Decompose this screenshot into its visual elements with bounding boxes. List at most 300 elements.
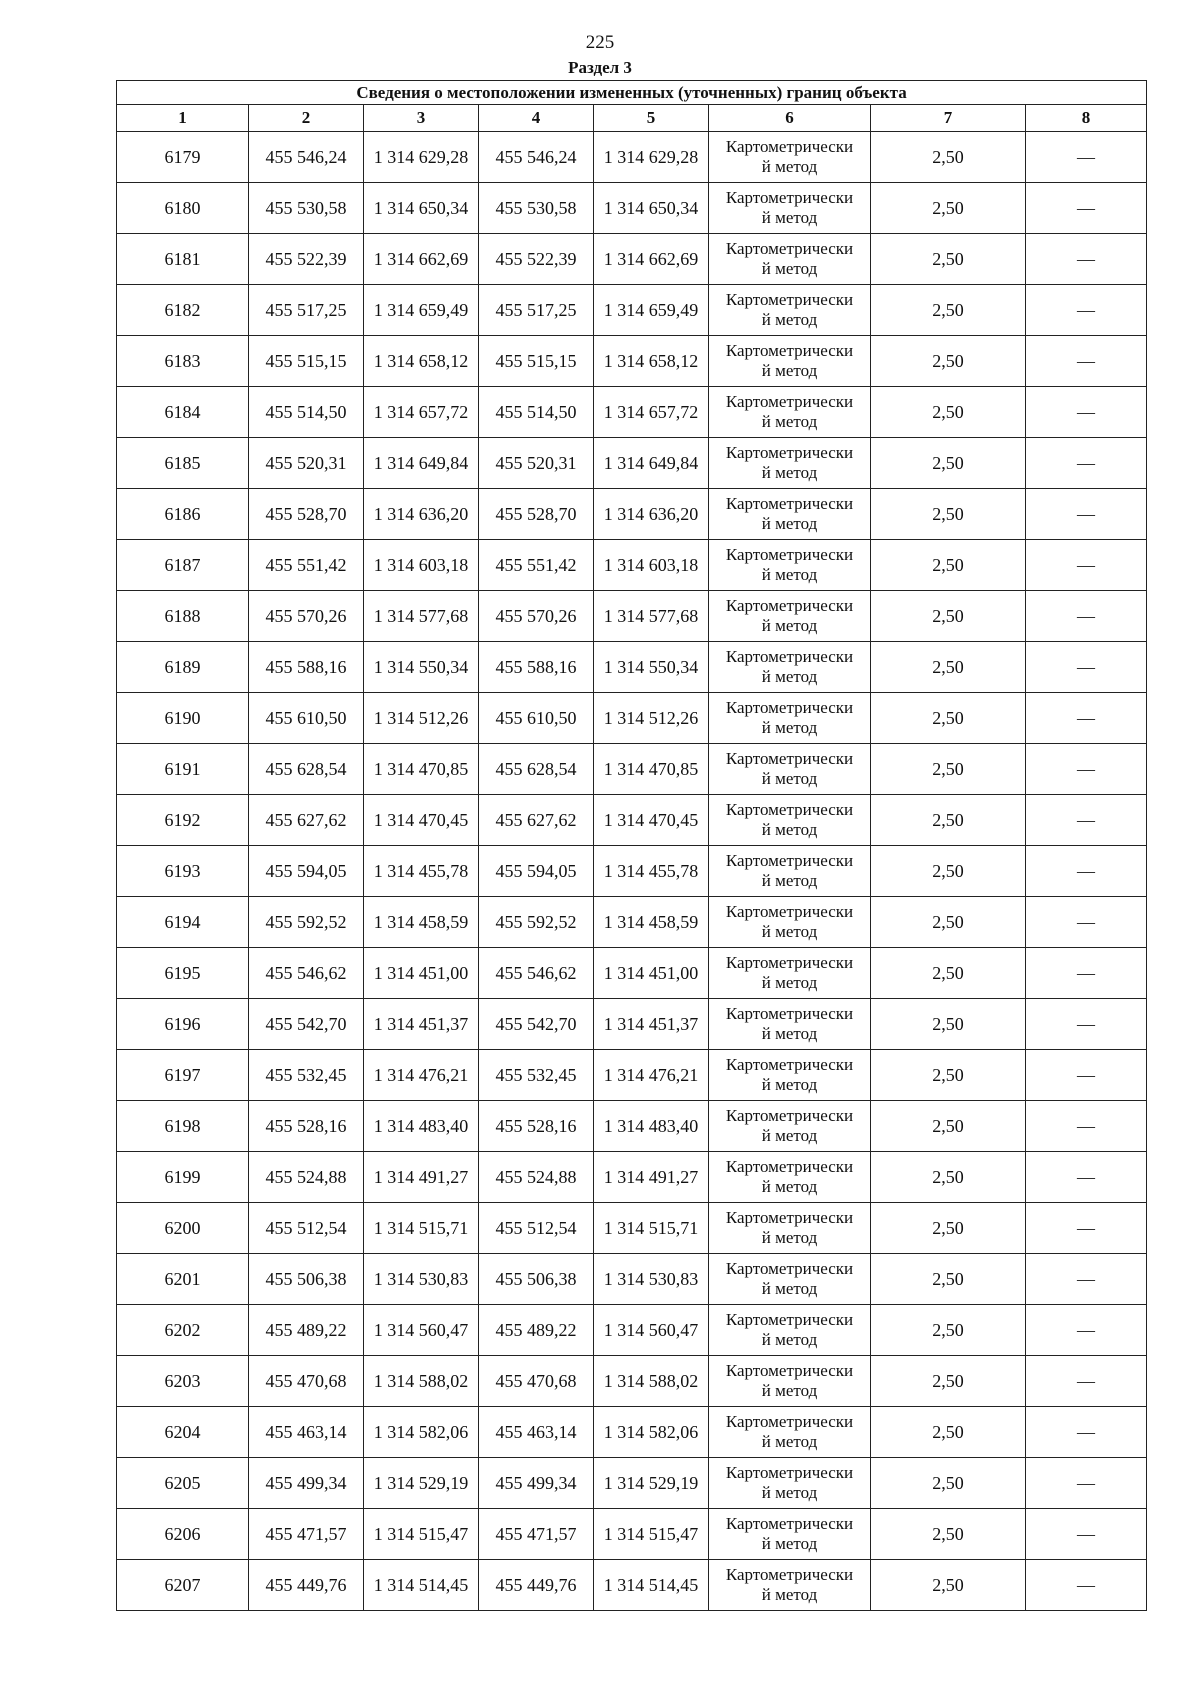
cell-new-y: 1 314 662,69 (594, 234, 709, 285)
cell-old-x: 455 532,45 (249, 1050, 364, 1101)
cell-old-x: 455 528,70 (249, 489, 364, 540)
cell-new-y: 1 314 588,02 (594, 1356, 709, 1407)
table-row (117, 234, 1147, 285)
cell-old-y: 1 314 512,26 (364, 693, 479, 744)
cell-old-y: 1 314 483,40 (364, 1101, 479, 1152)
cell-old-x: 455 499,34 (249, 1458, 364, 1509)
method-line: Картометрически (725, 1208, 854, 1227)
cell-new-x: 455 594,05 (479, 846, 594, 897)
cell-new-x: 455 592,52 (479, 897, 594, 948)
table-row (117, 387, 1147, 438)
table-row (117, 540, 1147, 591)
method-line: Картометрически (725, 443, 854, 462)
method-line: Картометрически (725, 1157, 854, 1176)
method-line: й метод (761, 1483, 818, 1502)
cell-old-y: 1 314 582,06 (364, 1407, 479, 1458)
cell-accuracy: 2,50 (871, 336, 1026, 387)
cell-method (709, 183, 871, 234)
cell-point-number: 6189 (117, 642, 249, 693)
cell-new-x: 455 530,58 (479, 183, 594, 234)
table-row (117, 1101, 1147, 1152)
method-line: й метод (761, 718, 818, 737)
cell-point-number: 6185 (117, 438, 249, 489)
cell-new-y: 1 314 470,85 (594, 744, 709, 795)
cell-accuracy: 2,50 (871, 234, 1026, 285)
method-line: й метод (761, 973, 818, 992)
table-row (117, 1305, 1147, 1356)
cell-old-x: 455 592,52 (249, 897, 364, 948)
cell-point-number: 6193 (117, 846, 249, 897)
method-line: Картометрически (725, 545, 854, 564)
cell-new-y: 1 314 650,34 (594, 183, 709, 234)
cell-old-y: 1 314 451,37 (364, 999, 479, 1050)
method-line: Картометрически (725, 341, 854, 360)
table-row (117, 1560, 1147, 1611)
cell-new-y: 1 314 529,19 (594, 1458, 709, 1509)
cell-new-x: 455 512,54 (479, 1203, 594, 1254)
cell-accuracy: 2,50 (871, 387, 1026, 438)
method-line: й метод (761, 1330, 818, 1349)
column-number-row (117, 105, 1147, 132)
cell-old-y: 1 314 458,59 (364, 897, 479, 948)
method-line: Картометрически (725, 1514, 854, 1533)
cell-point-number: 6181 (117, 234, 249, 285)
cell-description: — (1026, 336, 1147, 387)
cell-method (709, 489, 871, 540)
method-line: Картометрически (725, 1565, 854, 1584)
method-line: й метод (761, 463, 818, 482)
method-line: й метод (761, 412, 818, 431)
method-line: й метод (761, 1585, 818, 1604)
cell-new-y: 1 314 649,84 (594, 438, 709, 489)
cell-method (709, 132, 871, 183)
table-caption: Сведения о местоположении измененных (уточненных) границ объекта (117, 81, 1147, 105)
cell-point-number: 6196 (117, 999, 249, 1050)
table-row (117, 1407, 1147, 1458)
cell-method (709, 285, 871, 336)
cell-new-x: 455 546,24 (479, 132, 594, 183)
table-row (117, 591, 1147, 642)
cell-new-x: 455 628,54 (479, 744, 594, 795)
cell-description: — (1026, 999, 1147, 1050)
cell-new-y: 1 314 491,27 (594, 1152, 709, 1203)
table-row (117, 1152, 1147, 1203)
table-body (117, 132, 1147, 1611)
method-line: Картометрически (725, 392, 854, 411)
cell-accuracy: 2,50 (871, 591, 1026, 642)
cell-point-number: 6205 (117, 1458, 249, 1509)
cell-point-number: 6190 (117, 693, 249, 744)
table-row (117, 438, 1147, 489)
cell-description: — (1026, 1458, 1147, 1509)
cell-new-x: 455 528,16 (479, 1101, 594, 1152)
cell-description: — (1026, 489, 1147, 540)
cell-method (709, 897, 871, 948)
cell-new-y: 1 314 530,83 (594, 1254, 709, 1305)
cell-old-y: 1 314 649,84 (364, 438, 479, 489)
cell-description: — (1026, 234, 1147, 285)
cell-old-y: 1 314 515,71 (364, 1203, 479, 1254)
cell-new-x: 455 610,50 (479, 693, 594, 744)
cell-old-y: 1 314 491,27 (364, 1152, 479, 1203)
cell-accuracy: 2,50 (871, 438, 1026, 489)
method-line: й метод (761, 922, 818, 941)
cell-new-x: 455 463,14 (479, 1407, 594, 1458)
cell-new-x: 455 522,39 (479, 234, 594, 285)
cell-method (709, 1509, 871, 1560)
method-line: й метод (761, 820, 818, 839)
method-line: й метод (761, 157, 818, 176)
cell-point-number: 6186 (117, 489, 249, 540)
cell-point-number: 6187 (117, 540, 249, 591)
method-line: й метод (761, 1534, 818, 1553)
cell-accuracy: 2,50 (871, 1305, 1026, 1356)
cell-method (709, 642, 871, 693)
method-line: Картометрически (725, 1310, 854, 1329)
cell-old-y: 1 314 470,45 (364, 795, 479, 846)
cell-description: — (1026, 387, 1147, 438)
cell-point-number: 6194 (117, 897, 249, 948)
cell-old-x: 455 520,31 (249, 438, 364, 489)
cell-description: — (1026, 1254, 1147, 1305)
method-line: й метод (761, 1024, 818, 1043)
cell-new-y: 1 314 577,68 (594, 591, 709, 642)
cell-point-number: 6179 (117, 132, 249, 183)
cell-method (709, 744, 871, 795)
cell-new-x: 455 470,68 (479, 1356, 594, 1407)
cell-new-x: 455 517,25 (479, 285, 594, 336)
cell-description: — (1026, 1509, 1147, 1560)
cell-description: — (1026, 1152, 1147, 1203)
cell-point-number: 6188 (117, 591, 249, 642)
cell-old-y: 1 314 636,20 (364, 489, 479, 540)
cell-old-y: 1 314 530,83 (364, 1254, 479, 1305)
cell-new-y: 1 314 476,21 (594, 1050, 709, 1101)
cell-old-y: 1 314 514,45 (364, 1560, 479, 1611)
cell-new-y: 1 314 629,28 (594, 132, 709, 183)
cell-old-x: 455 449,76 (249, 1560, 364, 1611)
cell-new-y: 1 314 515,47 (594, 1509, 709, 1560)
method-line: й метод (761, 871, 818, 890)
method-line: й метод (761, 1381, 818, 1400)
method-line: Картометрически (725, 494, 854, 513)
cell-new-y: 1 314 512,26 (594, 693, 709, 744)
cell-new-x: 455 489,22 (479, 1305, 594, 1356)
cell-old-x: 455 530,58 (249, 183, 364, 234)
cell-point-number: 6200 (117, 1203, 249, 1254)
cell-old-y: 1 314 588,02 (364, 1356, 479, 1407)
cell-accuracy: 2,50 (871, 642, 1026, 693)
cell-old-y: 1 314 650,34 (364, 183, 479, 234)
cell-old-y: 1 314 629,28 (364, 132, 479, 183)
cell-old-x: 455 546,24 (249, 132, 364, 183)
method-line: Картометрически (725, 1106, 854, 1125)
cell-method (709, 336, 871, 387)
cell-method (709, 999, 871, 1050)
cell-old-x: 455 463,14 (249, 1407, 364, 1458)
cell-accuracy: 2,50 (871, 132, 1026, 183)
cell-new-y: 1 314 658,12 (594, 336, 709, 387)
cell-description: — (1026, 744, 1147, 795)
column-number: 5 (594, 105, 709, 132)
cell-point-number: 6195 (117, 948, 249, 999)
cell-new-x: 455 499,34 (479, 1458, 594, 1509)
cell-method (709, 540, 871, 591)
cell-new-x: 455 542,70 (479, 999, 594, 1050)
table-row (117, 795, 1147, 846)
cell-method (709, 1203, 871, 1254)
method-line: Картометрически (725, 1412, 854, 1431)
cell-point-number: 6203 (117, 1356, 249, 1407)
method-line: Картометрически (725, 290, 854, 309)
cell-old-x: 455 524,88 (249, 1152, 364, 1203)
cell-point-number: 6192 (117, 795, 249, 846)
method-line: й метод (761, 208, 818, 227)
cell-new-y: 1 314 515,71 (594, 1203, 709, 1254)
method-line: й метод (761, 1432, 818, 1451)
method-line: Картометрически (725, 851, 854, 870)
method-line: Картометрически (725, 647, 854, 666)
cell-old-x: 455 517,25 (249, 285, 364, 336)
method-line: й метод (761, 1177, 818, 1196)
cell-new-x: 455 449,76 (479, 1560, 594, 1611)
cell-new-y: 1 314 514,45 (594, 1560, 709, 1611)
method-line: й метод (761, 514, 818, 533)
method-line: й метод (761, 667, 818, 686)
cell-old-x: 455 506,38 (249, 1254, 364, 1305)
table-row (117, 285, 1147, 336)
method-line: Картометрически (725, 239, 854, 258)
cell-accuracy: 2,50 (871, 1458, 1026, 1509)
cell-new-x: 455 514,50 (479, 387, 594, 438)
table-row (117, 999, 1147, 1050)
cell-description: — (1026, 285, 1147, 336)
table-row (117, 489, 1147, 540)
cell-description: — (1026, 1203, 1147, 1254)
cell-new-y: 1 314 458,59 (594, 897, 709, 948)
cell-description: — (1026, 1407, 1147, 1458)
cell-new-x: 455 528,70 (479, 489, 594, 540)
cell-old-y: 1 314 603,18 (364, 540, 479, 591)
cell-new-y: 1 314 483,40 (594, 1101, 709, 1152)
cell-old-x: 455 628,54 (249, 744, 364, 795)
cell-accuracy: 2,50 (871, 1152, 1026, 1203)
method-line: й метод (761, 1075, 818, 1094)
cell-method (709, 1254, 871, 1305)
method-line: Картометрически (725, 1463, 854, 1482)
cell-accuracy: 2,50 (871, 183, 1026, 234)
cell-description: — (1026, 642, 1147, 693)
cell-point-number: 6180 (117, 183, 249, 234)
method-line: Картометрически (725, 1259, 854, 1278)
coordinates-table (116, 80, 1147, 1611)
cell-accuracy: 2,50 (871, 1254, 1026, 1305)
cell-new-x: 455 524,88 (479, 1152, 594, 1203)
column-number: 7 (871, 105, 1026, 132)
cell-old-x: 455 551,42 (249, 540, 364, 591)
method-line: Картометрически (725, 749, 854, 768)
cell-method (709, 387, 871, 438)
cell-method (709, 1305, 871, 1356)
cell-accuracy: 2,50 (871, 693, 1026, 744)
cell-description: — (1026, 897, 1147, 948)
cell-accuracy: 2,50 (871, 1203, 1026, 1254)
table-row (117, 183, 1147, 234)
cell-old-x: 455 528,16 (249, 1101, 364, 1152)
cell-new-x: 455 570,26 (479, 591, 594, 642)
cell-new-x: 455 546,62 (479, 948, 594, 999)
cell-old-x: 455 514,50 (249, 387, 364, 438)
cell-old-y: 1 314 577,68 (364, 591, 479, 642)
table-row (117, 132, 1147, 183)
table-row (117, 1050, 1147, 1101)
cell-new-x: 455 515,15 (479, 336, 594, 387)
table-row (117, 1254, 1147, 1305)
cell-description: — (1026, 1560, 1147, 1611)
cell-description: — (1026, 591, 1147, 642)
cell-old-y: 1 314 455,78 (364, 846, 479, 897)
cell-old-y: 1 314 476,21 (364, 1050, 479, 1101)
cell-new-y: 1 314 659,49 (594, 285, 709, 336)
cell-new-x: 455 471,57 (479, 1509, 594, 1560)
cell-description: — (1026, 795, 1147, 846)
cell-method (709, 1458, 871, 1509)
cell-old-x: 455 570,26 (249, 591, 364, 642)
cell-method (709, 846, 871, 897)
cell-new-y: 1 314 603,18 (594, 540, 709, 591)
cell-point-number: 6204 (117, 1407, 249, 1458)
cell-accuracy: 2,50 (871, 1050, 1026, 1101)
cell-accuracy: 2,50 (871, 846, 1026, 897)
cell-method (709, 234, 871, 285)
cell-new-y: 1 314 455,78 (594, 846, 709, 897)
cell-description: — (1026, 1356, 1147, 1407)
cell-method (709, 1407, 871, 1458)
cell-old-y: 1 314 658,12 (364, 336, 479, 387)
cell-old-y: 1 314 470,85 (364, 744, 479, 795)
method-line: Картометрически (725, 1361, 854, 1380)
method-line: Картометрически (725, 188, 854, 207)
cell-method (709, 1560, 871, 1611)
cell-new-x: 455 588,16 (479, 642, 594, 693)
cell-old-x: 455 512,54 (249, 1203, 364, 1254)
method-line: й метод (761, 616, 818, 635)
method-line: Картометрически (725, 1004, 854, 1023)
table-row (117, 1203, 1147, 1254)
table-row (117, 1458, 1147, 1509)
cell-new-x: 455 551,42 (479, 540, 594, 591)
cell-old-y: 1 314 550,34 (364, 642, 479, 693)
cell-old-x: 455 489,22 (249, 1305, 364, 1356)
cell-point-number: 6207 (117, 1560, 249, 1611)
method-line: Картометрически (725, 698, 854, 717)
method-line: й метод (761, 769, 818, 788)
cell-new-x: 455 532,45 (479, 1050, 594, 1101)
cell-point-number: 6182 (117, 285, 249, 336)
cell-method (709, 948, 871, 999)
table-row (117, 897, 1147, 948)
cell-old-x: 455 627,62 (249, 795, 364, 846)
cell-old-x: 455 542,70 (249, 999, 364, 1050)
cell-point-number: 6199 (117, 1152, 249, 1203)
cell-old-x: 455 588,16 (249, 642, 364, 693)
method-line: Картометрически (725, 596, 854, 615)
method-line: й метод (761, 565, 818, 584)
cell-method (709, 1356, 871, 1407)
column-number: 4 (479, 105, 594, 132)
cell-description: — (1026, 438, 1147, 489)
cell-accuracy: 2,50 (871, 1560, 1026, 1611)
cell-new-x: 455 506,38 (479, 1254, 594, 1305)
method-line: Картометрически (725, 953, 854, 972)
cell-point-number: 6197 (117, 1050, 249, 1101)
cell-new-y: 1 314 657,72 (594, 387, 709, 438)
table-row (117, 948, 1147, 999)
cell-new-y: 1 314 582,06 (594, 1407, 709, 1458)
cell-new-y: 1 314 636,20 (594, 489, 709, 540)
cell-new-y: 1 314 550,34 (594, 642, 709, 693)
cell-description: — (1026, 183, 1147, 234)
table-row (117, 642, 1147, 693)
cell-accuracy: 2,50 (871, 489, 1026, 540)
cell-description: — (1026, 948, 1147, 999)
cell-accuracy: 2,50 (871, 285, 1026, 336)
table-row (117, 1356, 1147, 1407)
cell-method (709, 1101, 871, 1152)
method-line: й метод (761, 1126, 818, 1145)
cell-new-y: 1 314 451,00 (594, 948, 709, 999)
cell-accuracy: 2,50 (871, 999, 1026, 1050)
cell-accuracy: 2,50 (871, 540, 1026, 591)
column-number: 6 (709, 105, 871, 132)
cell-point-number: 6201 (117, 1254, 249, 1305)
cell-accuracy: 2,50 (871, 795, 1026, 846)
cell-accuracy: 2,50 (871, 948, 1026, 999)
method-line: й метод (761, 361, 818, 380)
cell-description: — (1026, 693, 1147, 744)
method-line: й метод (761, 1279, 818, 1298)
cell-point-number: 6184 (117, 387, 249, 438)
method-line: Картометрически (725, 800, 854, 819)
cell-old-x: 455 594,05 (249, 846, 364, 897)
cell-method (709, 693, 871, 744)
method-line: Картометрически (725, 902, 854, 921)
cell-new-x: 455 627,62 (479, 795, 594, 846)
method-line: Картометрически (725, 1055, 854, 1074)
cell-description: — (1026, 1101, 1147, 1152)
cell-old-x: 455 471,57 (249, 1509, 364, 1560)
cell-accuracy: 2,50 (871, 897, 1026, 948)
cell-old-x: 455 515,15 (249, 336, 364, 387)
section-title: Раздел 3 (568, 58, 632, 77)
table-row (117, 1509, 1147, 1560)
cell-method (709, 438, 871, 489)
cell-new-x: 455 520,31 (479, 438, 594, 489)
cell-new-y: 1 314 451,37 (594, 999, 709, 1050)
cell-old-y: 1 314 515,47 (364, 1509, 479, 1560)
cell-method (709, 795, 871, 846)
method-line: Картометрически (725, 137, 854, 156)
cell-point-number: 6202 (117, 1305, 249, 1356)
cell-description: — (1026, 846, 1147, 897)
cell-description: — (1026, 1305, 1147, 1356)
cell-old-y: 1 314 451,00 (364, 948, 479, 999)
column-number: 1 (117, 105, 249, 132)
cell-new-y: 1 314 560,47 (594, 1305, 709, 1356)
cell-description: — (1026, 1050, 1147, 1101)
cell-point-number: 6206 (117, 1509, 249, 1560)
cell-old-x: 455 522,39 (249, 234, 364, 285)
